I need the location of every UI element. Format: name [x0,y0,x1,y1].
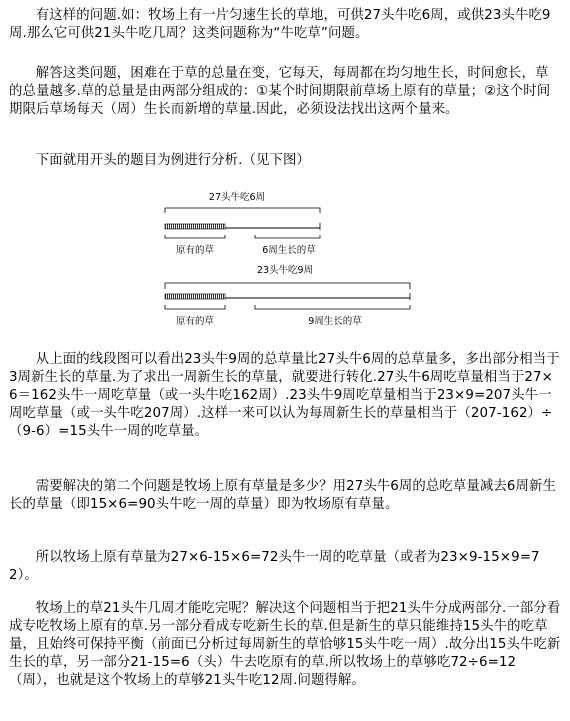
paragraph-original-grass: 所以牧场上原有草量为27×6-15×6=72头牛一周的吃草量（或者为23×9-15×9=72）。 [9,550,540,583]
bottom-brace-above [165,283,410,289]
paragraph-second-question: 需要解决的第二个问题是牧场上原有草量是多少？用27头牛6周的总吃草量减去6周新生长的草量（即15×6=90头牛吃一周的草量）即为牧场原有草量。 [9,479,556,512]
bottom-original-grass-bar [165,294,225,299]
top-growth-grass-label: 6周生长的草 [262,245,316,256]
bottom-original-grass-label: 原有的草 [175,316,215,327]
paragraph-solution: 牧场上的草21头牛几周才能吃完呢？解决这个问题相当于把21头牛分成两部分.一部分看成专吃牧场上原有的草.另一部分看成专吃新生长的草.但是新生的草只能维持15头牛的吃草量，且始终可保持平衡（前面已分析过每周新生的草恰够15头牛吃一周）.故分出15头牛吃新生长的草，另一部分21-15=6（头）牛去吃原有的草.所以牧场上的草够吃72÷6=12（周），也就是这个牧场上的草够21头牛吃12周.问题得解。 [9,601,561,688]
paragraph-intro: 有这样的问题.如：牧场上有一片匀速生长的草地，可供27头牛吃6周，或供23头牛吃9周.那么它可供21头牛吃几周？这类问题称为“牛吃草”问题。 [9,8,551,41]
top-brace-growth [255,235,320,238]
top-original-grass-label: 原有的草 [175,245,215,256]
paragraph-diagram-intro: 下面就用开头的题目为例进行分析.（见下图） [35,153,310,168]
paragraph-growth-calc: 从上面的线段图可以看出23头牛9周的总草量比27头牛6周的总草量多，多出部分相当于3周新生长的草量.为了求出一周新生长的草量，就要进行转化.27头牛6周吃草量相当于27×6＝162头牛一周吃草量（或一头牛吃162周）.23头牛9周吃草量相当于23×9=207头牛一周吃草量（或一头牛吃207周）.这样一来可以认为每周新生长的草量相当于（207-162）÷（9-6）=15头牛一周的吃草量。 [9,352,560,439]
bottom-growth-grass-label: 9周生长的草 [308,316,362,327]
bottom-brace-growth [255,305,410,309]
bottom-brace-original [165,305,225,309]
line-segment-diagram [155,183,415,333]
bottom-diagram-label: 23头牛吃9周 [256,265,314,276]
paragraph-analysis: 解答这类问题，困难在于草的总量在变，它每天，每周都在均匀地生长，时间愈长，草的总量越多.草的总量是由两部分组成的：①某个时间期限前草场上原有的草量；②这个时间期限后草场每天（周）生长而新增的草量.因此，必须设法找出这两个量来。 [9,66,551,117]
top-diagram-label: 27头牛吃6周 [208,192,266,203]
top-original-grass-bar [165,224,225,229]
top-brace-original [165,235,225,238]
top-brace-above [165,208,320,213]
